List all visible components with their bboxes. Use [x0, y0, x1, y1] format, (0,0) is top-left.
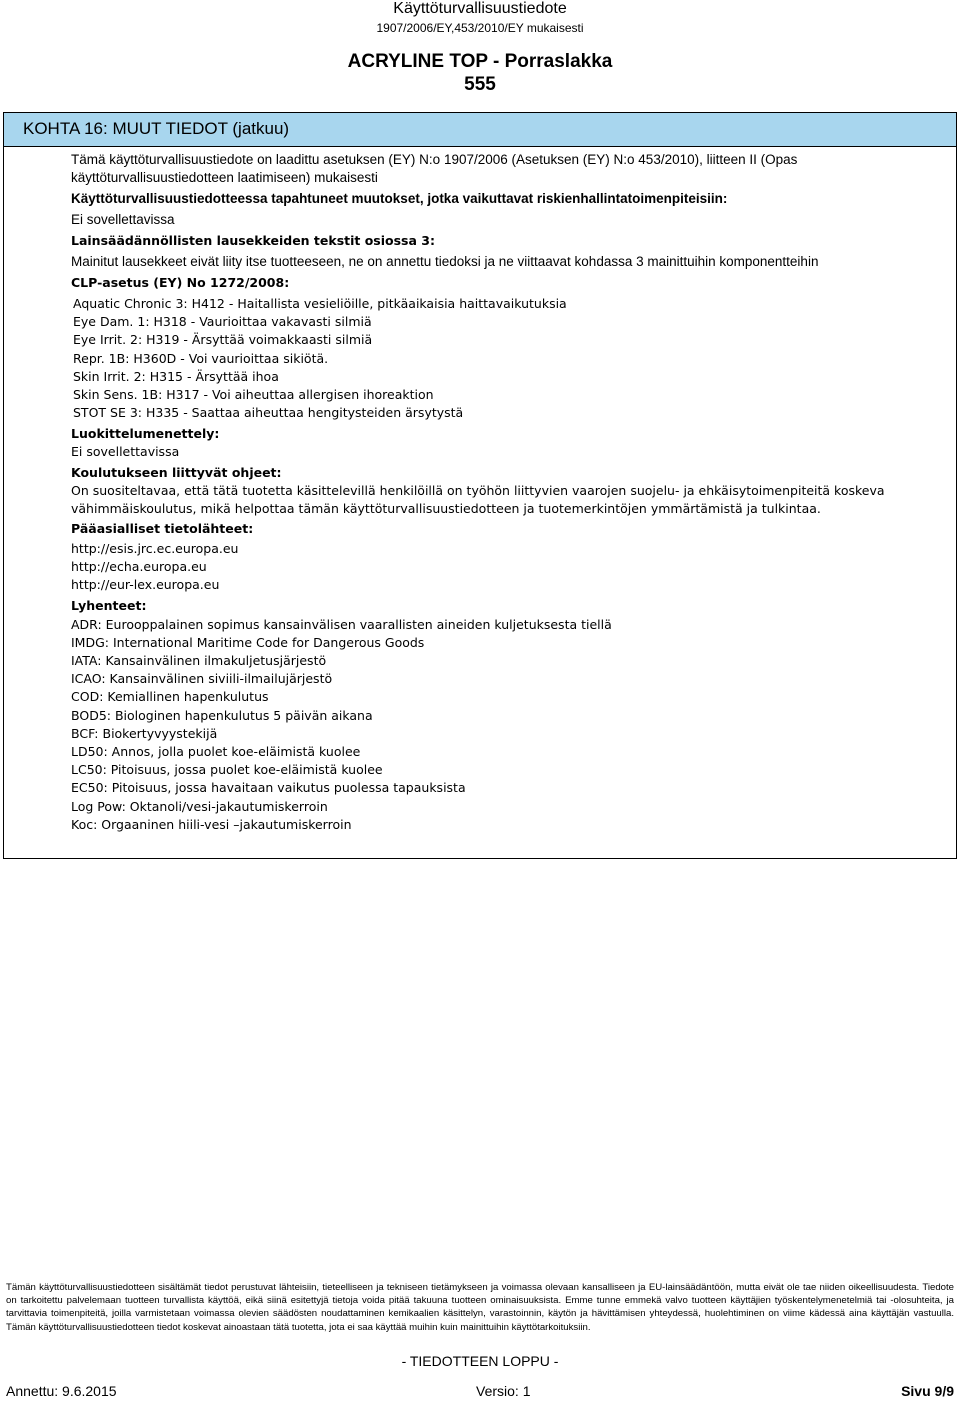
abbreviation-item: Koc: Orgaaninen hiili-vesi –jakautumiskerroin: [71, 816, 352, 832]
sources-heading: Pääasialliset tietolähteet:: [71, 521, 254, 537]
product-name-line-2: 555: [464, 74, 496, 95]
section-16-header: [4, 113, 956, 147]
section-16-title: KOHTA 16: MUUT TIEDOT (jatkuu): [23, 119, 290, 138]
abbreviation-item: EC50: Pitoisuus, jossa havaitaan vaikutus puolessa tapauksista: [71, 780, 466, 796]
classification-heading: Luokittelumenettely:: [71, 426, 220, 442]
abbreviation-item: LC50: Pitoisuus, jossa puolet koe-eläimistä kuolee: [71, 762, 383, 778]
source-link: http://eur-lex.europa.eu: [71, 577, 220, 593]
clp-heading: CLP-asetus (EY) No 1272/2008:: [71, 275, 290, 290]
classification-text: Ei sovellettavissa: [71, 444, 180, 460]
abbreviations-list: [71, 616, 931, 834]
clp-item: Eye Irrit. 2: H319 - Ärsyttää voimakkaasti silmiä: [73, 332, 373, 348]
legal-heading: Lainsäädännöllisten lausekkeiden tekstit osiossa 3:: [71, 233, 435, 248]
abbreviation-item: IMDG: International Maritime Code for Dangerous Goods: [71, 634, 425, 650]
regulation-reference: 1907/2006/EY,453/2010/EY mukaisesti: [376, 21, 584, 35]
clp-item: Repr. 1B: H360D - Voi vaurioittaa sikiötä.: [73, 350, 329, 366]
intro-line-1: Tämä käyttöturvallisuustiedote on laadittu asetuksen (EY) N:o 1907/2006 (Asetuksen (EY) N:o 453/2010), liitteen II (Opas: [71, 152, 798, 167]
document-title: Käyttöturvallisuustiedote: [393, 0, 567, 17]
abbreviation-item: LD50: Annos, jolla puolet koe-eläimistä kuolee: [71, 744, 361, 760]
abbreviation-item: ADR: Eurooppalainen sopimus kansainvälisen vaarallisten aineiden kuljetuksesta tiellä: [71, 616, 612, 632]
abbreviations-heading: Lyhenteet:: [71, 597, 147, 613]
legal-text: Mainitut lausekkeet eivät liity itse tuotteeseen, ne on annettu tiedoksi ja ne viittaavat kohdassa 3 mainittuihin komponentteihin: [71, 254, 819, 269]
abbreviation-item: COD: Kemiallinen hapenkulutus: [71, 689, 269, 705]
intro-line-2: käyttöturvallisuustiedotteen laatimiseen) mukaisesti: [71, 170, 378, 185]
clp-item: Skin Sens. 1B: H317 - Voi aiheuttaa allergisen ihoreaktion: [73, 387, 434, 403]
clp-item: Skin Irrit. 2: H315 - Ärsyttää ihoa: [73, 368, 279, 384]
product-name-line-1: ACRYLINE TOP - Porraslakka: [347, 51, 613, 72]
sources-list: [71, 540, 931, 595]
abbreviation-item: Log Pow: Oktanoli/vesi-jakautumiskerroin: [71, 798, 328, 814]
abbreviation-item: ICAO: Kansainvälinen siviili-ilmailujärjestö: [71, 671, 333, 687]
training-heading: Koulutukseen liittyvät ohjeet:: [71, 464, 282, 480]
end-of-document-marker: - TIEDOTTEEN LOPPU -: [401, 1353, 559, 1369]
disclaimer-text: Tämän käyttöturvallisuustiedotteen sisältämät tiedot perustuvat lähteisiin, tieteelliseen ja tekniseen tietämykseen ja voimassa olevaan kansalliseen ja EU-lainsäädäntöön, mutta eivät ole tae niiden oikeellisuudesta. Tiedote on tarkoitettu palvelemaan tuotteen turvallista käyttöä, eikä siinä esitettyjä tietoja voida pitää takuuna tuotteen ominaisuuksista. Emme tunne emmekä valvo tuotteen käyttäjien työskentelymenetelmiä tai -olosuhteita, ja tarvittavia toimenpiteitä, joilla varmistetaan voimassa olevien säädösten noudattaminen kemikaalien käsittelyn, varastoinnin, käytön ja hävittämisen yhteydessä, huolehtiminen on viime kädessä aina käyttäjän vastuulla. Tämän käyttöturvallisuustiedotteen tiedot koskevat ainoastaan tätä tuotetta, jota ei saa käyttää muihin kuin mainittuihin käyttötarkoituksiin.: [6, 1282, 954, 1333]
product-name: [0, 50, 960, 96]
clp-item: STOT SE 3: H335 - Saattaa aiheuttaa hengitysteiden ärsytystä: [73, 405, 464, 421]
abbreviation-item: BOD5: Biologinen hapenkulutus 5 päivän aikana: [71, 707, 373, 723]
changes-text: Ei sovellettavissa: [71, 212, 175, 227]
source-link: http://echa.europa.eu: [71, 559, 207, 575]
changes-heading: Käyttöturvallisuustiedotteessa tapahtuneet muutokset, jotka vaikuttavat riskienhallintatoimenpiteisiin:: [71, 191, 728, 206]
training-text-line-1: On suositeltavaa, että tätä tuotetta käsittelevillä henkilöillä on työhön liittyvien vaarojen suojelu- ja ehkäisytoimenpiteitä koskeva: [71, 482, 885, 498]
section-16-content: [71, 151, 931, 834]
clp-item: Eye Dam. 1: H318 - Vaurioittaa vakavasti silmiä: [73, 314, 372, 330]
abbreviation-item: BCF: Biokertyvyystekijä: [71, 725, 218, 741]
issue-date: Annettu: 9.6.2015: [6, 1383, 117, 1399]
version-label: Versio: 1: [476, 1383, 531, 1399]
training-text-line-2: vähimmäiskoulutus, mikä helpottaa tämän käyttöturvallisuustiedotteen ja tuotemerkintöjen ymmärtämistä ja tulkintaa.: [71, 500, 821, 516]
page-number: Sivu 9/9: [901, 1383, 954, 1399]
clp-list: [71, 295, 931, 422]
abbreviation-item: IATA: Kansainvälinen ilmakuljetusjärjestö: [71, 653, 327, 669]
clp-item: Aquatic Chronic 3: H412 - Haitallista vesieliöille, pitkäaikaisia haittavaikutuksia: [73, 296, 567, 311]
source-link: http://esis.jrc.ec.europa.eu: [71, 541, 239, 557]
